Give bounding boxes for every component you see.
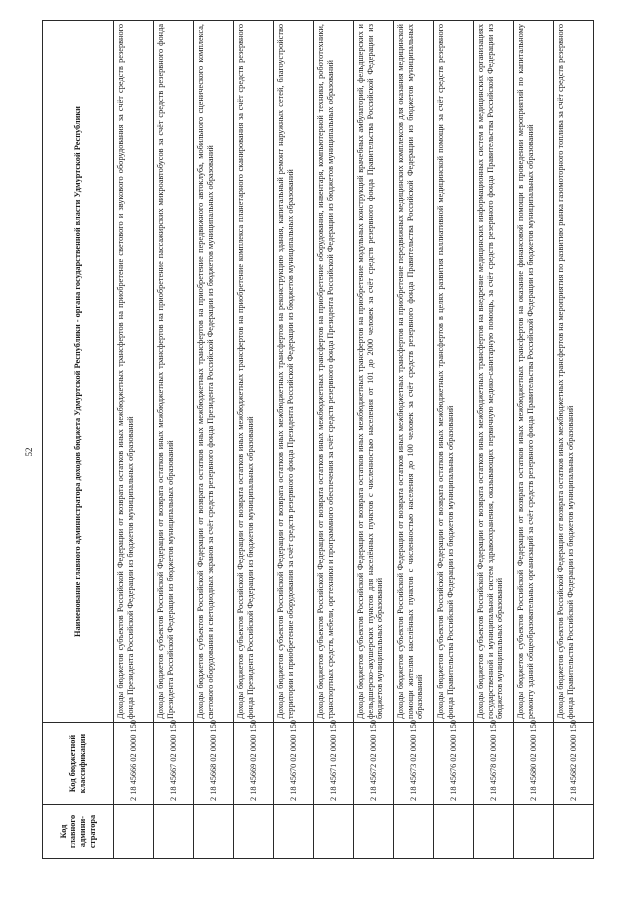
budget-code-cell: 2 18 45667 02 0000 150 — [154, 723, 194, 805]
budget-code-cell: 2 18 45680 02 0000 150 — [514, 723, 554, 805]
table-row — [474, 21, 514, 859]
admin-code-cell — [234, 805, 274, 859]
admin-code-cell — [514, 805, 554, 859]
budget-code-cell: 2 18 45682 02 0000 150 — [554, 723, 594, 805]
table-row — [394, 21, 434, 859]
budget-code-cell: 2 18 45666 02 0000 150 — [114, 723, 154, 805]
description-cell: Доходы бюджетов субъектов Российской Федерации от возврата остатков иных межбюджетных трансфертов на приобретение оборудования, инвентаря, компьютерной техники, робототехники, транспортных средств, мебели, оргтехники и программного обеспечения за счёт средств резервного фонда Президента Российской Федерации из бюджетов муниципальных образований — [314, 21, 354, 723]
page-number: 52 — [24, 447, 34, 457]
admin-code-cell — [154, 805, 194, 859]
description-cell: Доходы бюджетов субъектов Российской Федерации от возврата остатков иных межбюджетных трансфертов на реконструкцию здания, капитальный ремонт наружных сетей, благоустройство территории и приобретение оборудования за счёт средств резервного фонда Президента Российской Федерации из бюджетов муниципальных образований — [274, 21, 314, 723]
admin-code-cell — [274, 805, 314, 859]
budget-code-cell: 2 18 45672 02 0000 150 — [354, 723, 394, 805]
revenue-codes-table — [42, 20, 594, 859]
table-row — [314, 21, 354, 859]
table-row — [554, 21, 594, 859]
description-cell: Доходы бюджетов субъектов Российской Федерации от возврата остатков иных межбюджетных трансфертов на оказание финансовой помощи в проведении мероприятий по капитальному ремонту зданий общеобразовательных организаций за счёт средств резервного фонда Правительства Российской Федерации из бюджетов муниципальных образований — [514, 21, 554, 723]
admin-code-cell — [554, 805, 594, 859]
table-row — [514, 21, 554, 859]
budget-code-cell: 2 18 45668 02 0000 150 — [194, 723, 234, 805]
admin-code-cell — [114, 805, 154, 859]
header-admin-code: Код главного админи-стратора — [43, 805, 114, 859]
header-budget-code: Код бюджетной классификации — [43, 723, 114, 805]
budget-code-cell: 2 18 45670 02 0000 150 — [274, 723, 314, 805]
budget-code-cell: 2 18 45676 02 0000 150 — [434, 723, 474, 805]
description-cell: Доходы бюджетов субъектов Российской Федерации от возврата остатков иных межбюджетных трансфертов в целях развития паллиативной медицинской помощи за счёт средств резервного фонда Правительства Российской Федерации из бюджетов муниципальных образований — [434, 21, 474, 723]
budget-code-cell: 2 18 45678 02 0000 150 — [474, 723, 514, 805]
table-row — [234, 21, 274, 859]
table-row — [114, 21, 154, 859]
header-name: Наименование главного администратора доходов бюджета Удмуртской Республики - органа государственной власти Удмуртской Республики — [43, 21, 114, 723]
admin-code-cell — [394, 805, 434, 859]
description-cell: Доходы бюджетов субъектов Российской Федерации от возврата остатков иных межбюджетных трансфертов на приобретение пассажирских микроавтобусов за счёт средств резервного фонда Президента Российской Федерации из бюджетов муниципальных образований — [154, 21, 194, 723]
admin-code-cell — [314, 805, 354, 859]
admin-code-cell — [474, 805, 514, 859]
description-cell: Доходы бюджетов субъектов Российской Федерации от возврата остатков иных межбюджетных трансфертов на приобретение передвижного автоклуба, мобильного сценического комплекса, светового оборудования и светодиодных экранов за счёт средств резервного фонда Президента Российской Федерации из бюджетов муниципальных образований — [194, 21, 234, 723]
budget-code-cell: 2 18 45673 02 0000 150 — [394, 723, 434, 805]
table-row — [154, 21, 194, 859]
table-header-row — [43, 21, 114, 859]
table-row — [274, 21, 314, 859]
description-cell: Доходы бюджетов субъектов Российской Федерации от возврата остатков иных межбюджетных трансфертов на мероприятия по развитию рынка газомоторного топлива за счёт средств резервного фонда Правительства Российской Федерации из бюджетов муниципальных образований — [554, 21, 594, 723]
admin-code-cell — [434, 805, 474, 859]
budget-code-cell: 2 18 45671 02 0000 150 — [314, 723, 354, 805]
description-cell: Доходы бюджетов субъектов Российской Федерации от возврата остатков иных межбюджетных трансфертов на приобретение модульных конструкций врачебных амбулаторий, фельдшерских и фельдшерско-акушерских пунктов для населённых пунктов с численностью населения от 101 до 2000 человек за счёт средств резервного фонда Правительства Российской Федерации из бюджетов муниципальных образований — [354, 21, 394, 723]
description-cell: Доходы бюджетов субъектов Российской Федерации от возврата остатков иных межбюджетных трансфертов на приобретение передвижных медицинских комплексов для оказания медицинской помощи жителям населённых пунктов с численностью населения до 100 человек за счёт средств резервного фонда Правительства Российской Федерации из бюджетов муниципальных образований — [394, 21, 434, 723]
description-cell: Доходы бюджетов субъектов Российской Федерации от возврата остатков иных межбюджетных трансфертов на приобретение комплекса планетарного сканирования за счёт средств резервного фонда Президента Российской Федерации из бюджетов муниципальных образований — [234, 21, 274, 723]
description-cell: Доходы бюджетов субъектов Российской Федерации от возврата остатков иных межбюджетных трансфертов на приобретение светового и звукового оборудования за счёт средств резервного фонда Президента Российской Федерации из бюджетов муниципальных образований — [114, 21, 154, 723]
budget-code-cell: 2 18 45669 02 0000 150 — [234, 723, 274, 805]
admin-code-cell — [354, 805, 394, 859]
description-cell: Доходы бюджетов субъектов Российской Федерации от возврата остатков иных межбюджетных трансфертов на внедрение медицинских информационных систем в медицинских организациях государственной и муниципальной систем здравоохранения, оказывающих первичную медико-санитарную помощь, за счёт средств резервного фонда Правительства Российской Федерации из бюджетов муниципальных образований — [474, 21, 514, 723]
table-row — [354, 21, 394, 859]
table-row — [194, 21, 234, 859]
admin-code-cell — [194, 805, 234, 859]
table-row — [434, 21, 474, 859]
